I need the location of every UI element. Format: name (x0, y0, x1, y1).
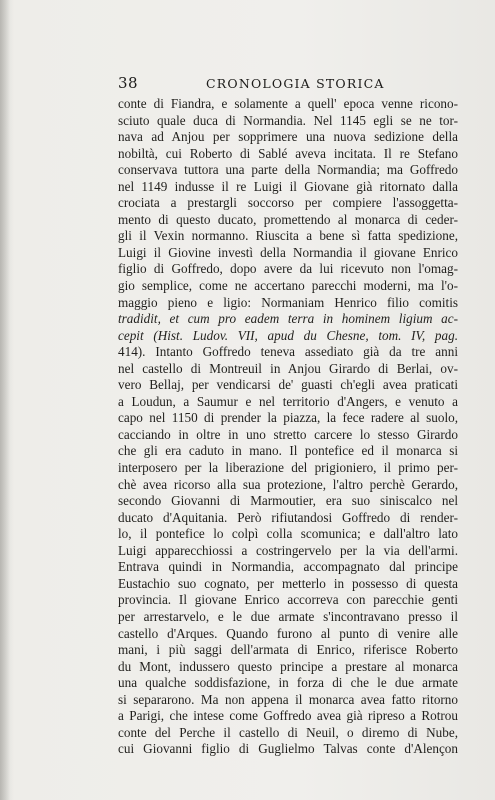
text-line: conte di Fiandra, e solamente a quell' epoca venne ricono- (118, 96, 458, 111)
text-line: Eustachio suo cognato, per metterlo in possesso di questa (118, 575, 458, 591)
text-line: nava ad Anjou per sopprimere una nuova sedizione della (118, 129, 458, 145)
text-line: lo, il pontefice lo colpì colla scomunica; e dall'altro lato (118, 526, 458, 542)
text-line: vero Bellaj, per vendicarsi de' guasti ch'egli avea praticati (118, 377, 458, 393)
text-line: ducato d'Aquitania. Però rifiutandosi Goffredo di render- (118, 509, 458, 525)
text-line: crociata a prestargli soccorso per compiere l'assoggetta- (118, 195, 458, 211)
text-line: conte del Perche il castello di Neuil, o diremo di Nube, (118, 724, 458, 740)
text-line: nel castello di Montreuil in Anjou Girardo di Berlai, ov- (118, 360, 458, 376)
latin-quotation-line: cepit (Hist. Ludov. VII, apud du Chesne, tom. IV, pag. (118, 327, 458, 343)
text-line: 414). Intanto Goffredo teneva assediato già da tre anni (118, 344, 458, 360)
text-line: a Loudun, a Saumur e nel territorio d'Angers, e venuto a (118, 393, 458, 409)
text-line: si separarono. Ma non appena il monarca avea fatto ritorno (118, 691, 458, 707)
text-line: gio semplice, come ne accertano parecchi moderni, ma l'o- (118, 278, 458, 294)
text-line: cacciando in oltre in uno stretto carcere lo stesso Girardo (118, 426, 458, 442)
text-line: mani, i più saggi dell'armata di Enrico, riferisce Roberto (118, 642, 458, 658)
text-line: cui Giovanni figlio di Guglielmo Talvas conte d'Alençon (118, 741, 458, 757)
text-line: castello d'Arques. Quando furono al punto di venire alle (118, 625, 458, 641)
text-line: capo nel 1150 di prender la piazza, la fece radere al suolo, (118, 410, 458, 426)
text-line: a Parigi, che intese come Goffredo avea già ripreso a Rotrou (118, 708, 458, 724)
text-line: du Mont, indussero questo principe a prestare al monarca (118, 658, 458, 674)
text-line: nobiltà, cui Roberto di Sablé aveva incitata. Il re Stefano (118, 145, 458, 161)
text-line: secondo Giovanni di Marmoutier, era suo siniscalco nel (118, 493, 458, 509)
text-line: Entrava quindi in Normandia, accompagnato dal principe (118, 559, 458, 575)
text-line: mento di questo ducato, promettendo al monarca di ceder- (118, 211, 458, 227)
text-line: maggio pieno e ligio: Normaniam Henrico filio comitis (118, 294, 458, 310)
text-line: che gli era caduto in mano. Il pontefice ed il monarca si (118, 443, 458, 459)
text-line: nel 1149 indusse il re Luigi il Giovane già ritornato dalla (118, 178, 458, 194)
text-line: conservava tuttora una parte della Normandia; ma Goffredo (118, 162, 458, 178)
text-line: Luigi apparecchiossi a costringervelo per la via dell'armi. (118, 542, 458, 558)
page-gutter-shadow (0, 0, 10, 800)
latin-quotation-line: tradidit, et cum pro eadem terra in hominem ligium ac- (118, 311, 458, 327)
running-head: CRONOLOGIA STORICA (206, 76, 385, 91)
text-line: interposero per la liberazione del prigioniero, il primo per- (118, 460, 458, 476)
text-line: gli il Vexin normanno. Riuscita a bene sì fatta spedizione, (118, 228, 458, 244)
text-line: figlio di Goffredo, dopo avere da lui ricevuto non l'omag- (118, 261, 458, 277)
text-line: provincia. Il giovane Enrico accorreva con parecchie genti (118, 592, 458, 608)
page-number: 38 (118, 74, 139, 92)
text-line: una qualche soddisfazione, in forza di che le due armate (118, 675, 458, 691)
text-line: sciuto quale duca di Normandia. Nel 1145 egli se ne tor- (118, 112, 458, 128)
text-line: Luigi il Giovine investì della Normandia il giovane Enrico (118, 244, 458, 260)
text-line: chè avea ricorso alla sua protezione, l'altro perchè Gerardo, (118, 476, 458, 492)
page-header (118, 70, 458, 92)
text-line: per arrestarvelo, e le due armate s'incontravano presso il (118, 608, 458, 624)
body-text (118, 96, 458, 758)
